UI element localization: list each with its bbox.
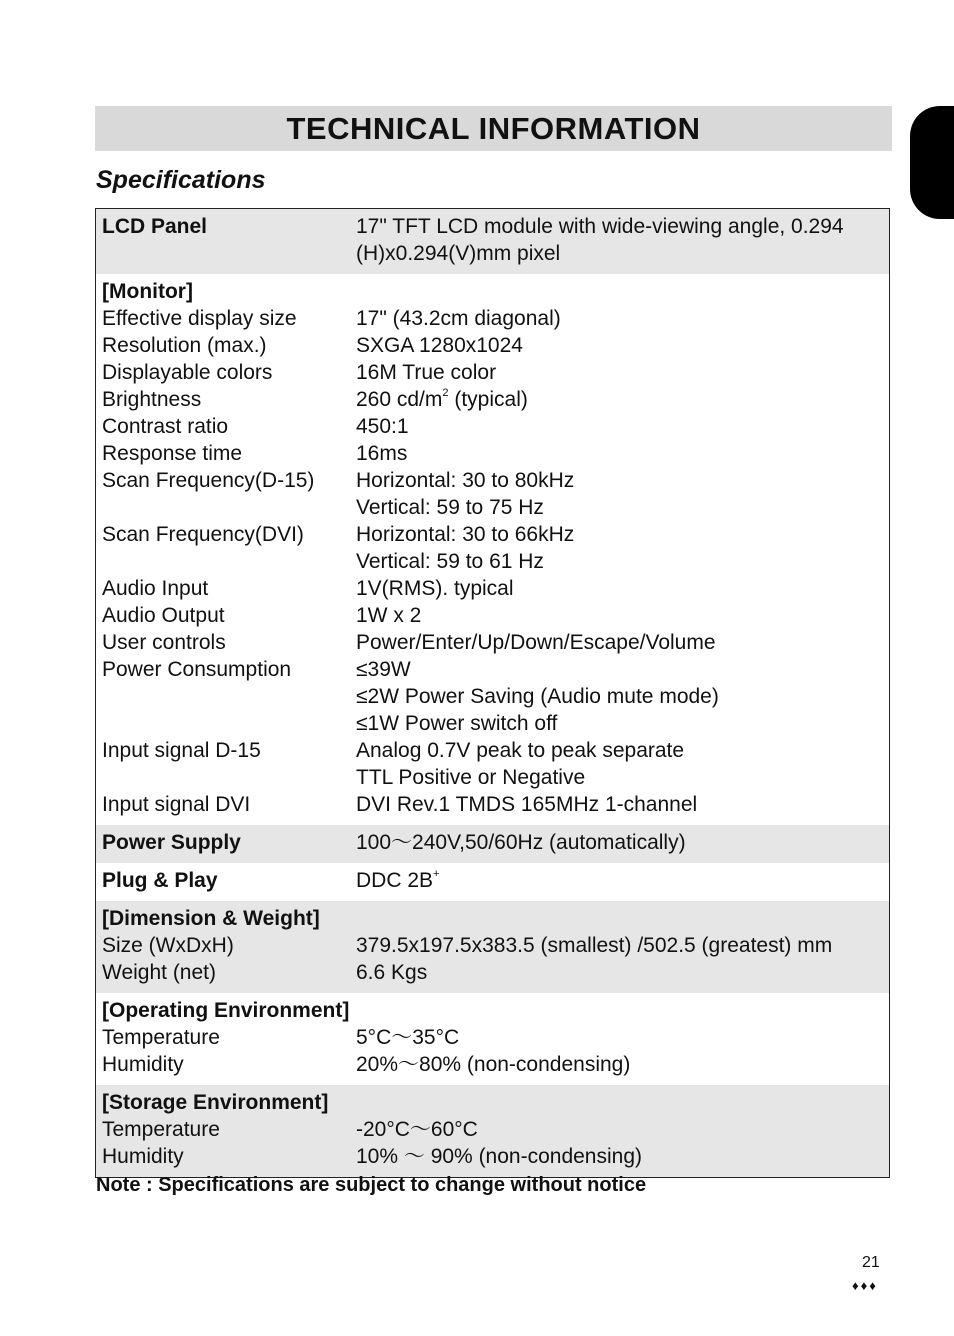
spec-row xyxy=(96,764,889,791)
spec-row xyxy=(96,213,889,240)
spec-value-text: 6.6 Kgs xyxy=(356,961,428,984)
spec-value xyxy=(356,521,889,548)
spec-label: Input signal DVI xyxy=(102,793,251,816)
spec-row xyxy=(96,1051,889,1078)
section-heading: Specifications xyxy=(96,166,266,194)
spec-value-text: 16M True color xyxy=(356,361,497,384)
spec-row xyxy=(96,1089,889,1116)
spec-value-text: ≤1W Power switch off xyxy=(356,712,558,735)
spec-label: Audio Output xyxy=(102,604,225,627)
spec-row xyxy=(96,1143,889,1170)
spec-value xyxy=(356,629,889,656)
spec-value-text: 20%～80% (non-condensing) xyxy=(356,1053,631,1076)
spec-label xyxy=(96,240,356,267)
spec-value xyxy=(356,1116,889,1143)
spec-value xyxy=(356,905,889,932)
spec-row xyxy=(96,629,889,656)
spec-label: Contrast ratio xyxy=(102,415,229,438)
spec-value xyxy=(356,305,889,332)
spec-row xyxy=(96,575,889,602)
spec-label: [Monitor] xyxy=(102,280,193,303)
spec-row xyxy=(96,867,889,894)
spec-row xyxy=(96,1024,889,1051)
spec-value-text: 100～240V,50/60Hz (automatically) xyxy=(356,831,686,854)
spec-value xyxy=(356,467,889,494)
spec-group xyxy=(96,825,889,863)
spec-row xyxy=(96,494,889,521)
spec-value-text: 17" (43.2cm diagonal) xyxy=(356,307,561,330)
spec-value xyxy=(356,932,889,959)
spec-group xyxy=(96,901,889,993)
spec-value xyxy=(356,213,889,240)
spec-value-suffix: (typical) xyxy=(448,388,528,411)
spec-label: Response time xyxy=(102,442,243,465)
spec-label: Input signal D-15 xyxy=(102,739,261,762)
spec-label: Temperature xyxy=(102,1118,220,1141)
spec-label: Brightness xyxy=(102,388,202,411)
spec-row xyxy=(96,548,889,575)
spec-label: [Operating Environment] xyxy=(102,999,350,1022)
spec-row xyxy=(96,359,889,386)
title-bar xyxy=(95,106,892,151)
spec-row xyxy=(96,413,889,440)
spec-value xyxy=(356,602,889,629)
spec-row xyxy=(96,1116,889,1143)
spec-value xyxy=(356,737,889,764)
spec-label: Effective display size xyxy=(102,307,297,330)
spec-label: Humidity xyxy=(102,1053,184,1076)
spec-group xyxy=(96,863,889,901)
side-tab-marker xyxy=(910,106,954,219)
spec-row xyxy=(96,829,889,856)
spec-value-text: 16ms xyxy=(356,442,408,465)
spec-label: Humidity xyxy=(102,1145,184,1168)
spec-value xyxy=(356,240,889,267)
spec-label: Resolution (max.) xyxy=(102,334,267,357)
spec-value-text: DDC 2B xyxy=(356,869,434,892)
spec-value xyxy=(356,710,889,737)
spec-value xyxy=(356,997,889,1024)
spec-value-text: ≤39W xyxy=(356,658,411,681)
spec-row xyxy=(96,240,889,267)
spec-value-text: Vertical: 59 to 61 Hz xyxy=(356,550,544,573)
spec-label xyxy=(96,494,356,521)
spec-label: User controls xyxy=(102,631,226,654)
spec-value-text: Horizontal: 30 to 66kHz xyxy=(356,523,575,546)
spec-label: Displayable colors xyxy=(102,361,273,384)
spec-value-text: 450:1 xyxy=(356,415,409,438)
spec-value-text: 1W x 2 xyxy=(356,604,422,627)
spec-value xyxy=(356,867,889,894)
spec-value-superscript: + xyxy=(433,868,440,880)
spec-value-superscript: 2 xyxy=(442,387,449,399)
spec-row xyxy=(96,386,889,413)
spec-value xyxy=(356,791,889,818)
spec-group xyxy=(96,1085,889,1177)
spec-value xyxy=(356,413,889,440)
spec-value xyxy=(356,683,889,710)
spec-row xyxy=(96,305,889,332)
spec-label: Power Supply xyxy=(102,831,241,854)
spec-group xyxy=(96,993,889,1085)
spec-value xyxy=(356,548,889,575)
spec-row xyxy=(96,932,889,959)
spec-label xyxy=(96,710,356,737)
spec-label xyxy=(96,548,356,575)
spec-label: Power Consumption xyxy=(102,658,292,681)
spec-value xyxy=(356,1143,889,1170)
spec-value-text: 1V(RMS). typical xyxy=(356,577,514,600)
spec-row xyxy=(96,997,889,1024)
spec-row xyxy=(96,905,889,932)
spec-value xyxy=(356,494,889,521)
note-text: Note : Specifications are subject to change without notice xyxy=(96,1174,647,1196)
spec-label: Audio Input xyxy=(102,577,209,600)
spec-label xyxy=(96,764,356,791)
spec-value xyxy=(356,386,889,413)
page-number: 21 xyxy=(862,1254,880,1271)
diamond-ornament-icon: ♦♦♦ xyxy=(852,1278,878,1293)
spec-label: [Storage Environment] xyxy=(102,1091,329,1114)
spec-row xyxy=(96,791,889,818)
spec-label: Scan Frequency(DVI) xyxy=(102,523,304,546)
page-title: TECHNICAL INFORMATION xyxy=(286,110,701,146)
spec-value xyxy=(356,656,889,683)
spec-value-text: 17" TFT LCD module with wide-viewing angle, 0.294 xyxy=(356,215,844,238)
spec-value-text: Vertical: 59 to 75 Hz xyxy=(356,496,544,519)
spec-value xyxy=(356,332,889,359)
spec-value-text: SXGA 1280x1024 xyxy=(356,334,523,357)
spec-value-text: 10% ～ 90% (non-condensing) xyxy=(356,1145,643,1168)
spec-value xyxy=(356,1051,889,1078)
specifications-table xyxy=(95,208,890,1178)
spec-row xyxy=(96,959,889,986)
spec-group xyxy=(96,274,889,825)
spec-value-text: TTL Positive or Negative xyxy=(356,766,586,789)
spec-value-text: -20°C～60°C xyxy=(356,1118,478,1141)
spec-row xyxy=(96,710,889,737)
spec-row xyxy=(96,467,889,494)
spec-value-text: Analog 0.7V peak to peak separate xyxy=(356,739,685,762)
spec-row xyxy=(96,602,889,629)
spec-value xyxy=(356,1089,889,1116)
spec-value-text: 379.5x197.5x383.5 (smallest) /502.5 (greatest) mm xyxy=(356,934,833,957)
spec-label xyxy=(96,683,356,710)
spec-value xyxy=(356,278,889,305)
spec-label: Temperature xyxy=(102,1026,220,1049)
spec-value-text: (H)x0.294(V)mm pixel xyxy=(356,242,561,265)
spec-value xyxy=(356,359,889,386)
spec-label: LCD Panel xyxy=(102,215,208,238)
spec-row xyxy=(96,278,889,305)
spec-row xyxy=(96,683,889,710)
spec-row xyxy=(96,521,889,548)
spec-value xyxy=(356,829,889,856)
spec-value xyxy=(356,1024,889,1051)
spec-value-text: DVI Rev.1 TMDS 165MHz 1-channel xyxy=(356,793,698,816)
spec-label: Weight (net) xyxy=(102,961,216,984)
spec-row xyxy=(96,656,889,683)
spec-value-text: Power/Enter/Up/Down/Escape/Volume xyxy=(356,631,716,654)
spec-value-text: Horizontal: 30 to 80kHz xyxy=(356,469,575,492)
spec-row xyxy=(96,737,889,764)
spec-value xyxy=(356,575,889,602)
spec-label: Size (WxDxH) xyxy=(102,934,234,957)
spec-value xyxy=(356,440,889,467)
spec-value xyxy=(356,764,889,791)
spec-value-text: 5°C～35°C xyxy=(356,1026,460,1049)
spec-row xyxy=(96,440,889,467)
spec-value xyxy=(356,959,889,986)
spec-label: [Dimension & Weight] xyxy=(102,907,320,930)
spec-row xyxy=(96,332,889,359)
spec-label: Plug & Play xyxy=(102,869,218,892)
spec-value-text: ≤2W Power Saving (Audio mute mode) xyxy=(356,685,719,708)
spec-value-text: 260 cd/m xyxy=(356,388,443,411)
spec-group xyxy=(96,209,889,274)
spec-label: Scan Frequency(D-15) xyxy=(102,469,315,492)
